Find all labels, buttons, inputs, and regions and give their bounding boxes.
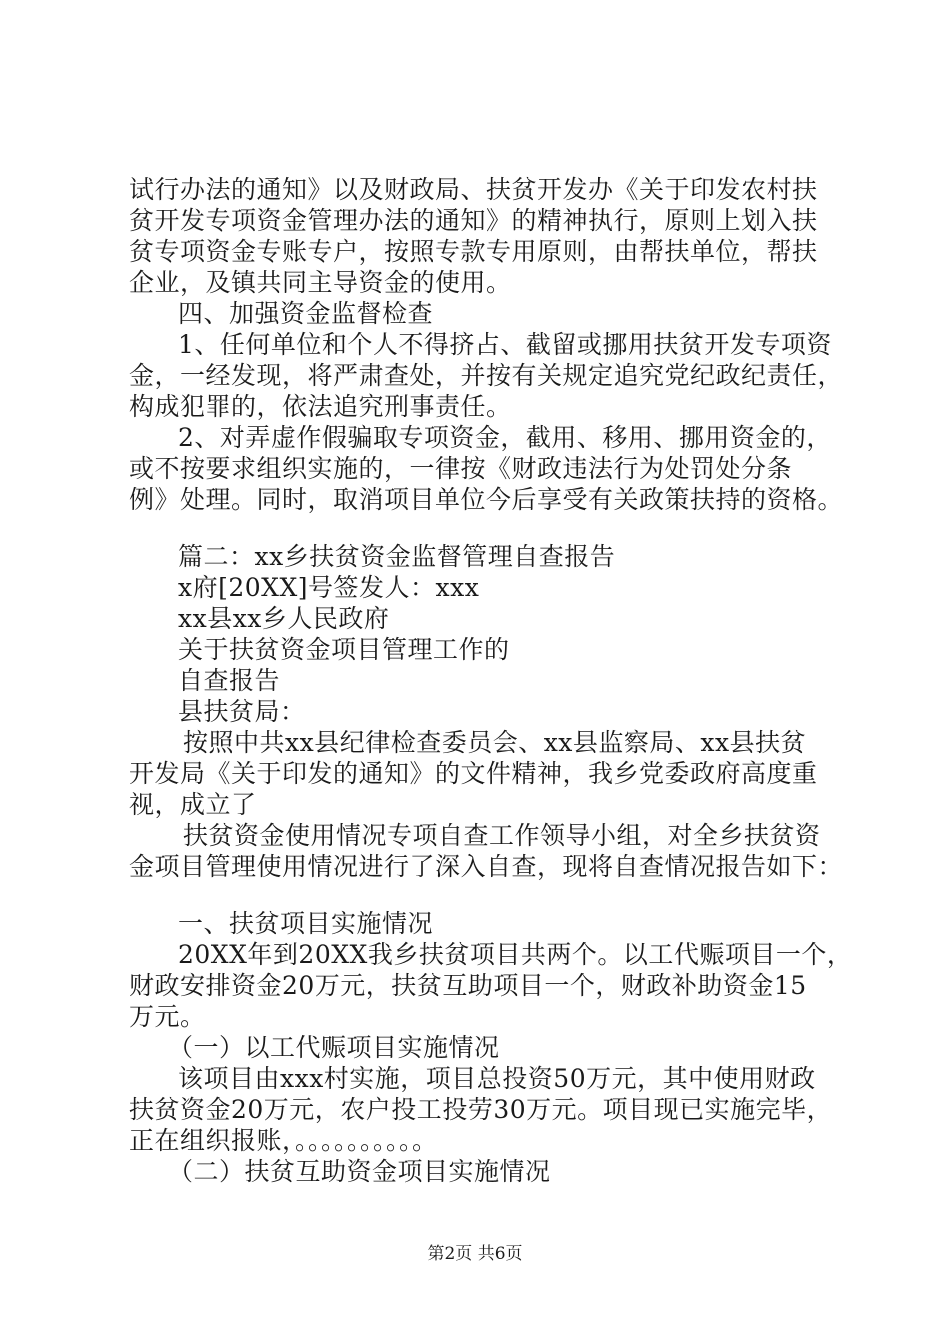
article-title: 篇二：xx乡扶贫资金监督管理自查报告 [178, 542, 616, 571]
text-line: 1、任何单位和个人不得挤占、截留或挪用扶贫开发专项资 [178, 330, 832, 359]
text-line: 构成犯罪的，依法追究刑事责任。 [129, 392, 512, 421]
issuer-line: xx县xx乡人民政府 [178, 604, 390, 633]
text-line: 扶贫资金使用情况专项自查工作领导小组，对全乡扶贫资 [183, 821, 821, 850]
subsection-heading: （一）以工代赈项目实施情况 [168, 1033, 500, 1062]
text-line: 20XX年到20XX我乡扶贫项目共两个。以工代赈项目一个， [178, 940, 853, 969]
text-line: 扶贫资金20万元，农户投工投劳30万元。项目现已实施完毕， [129, 1095, 833, 1124]
text-line: 万元。 [129, 1002, 206, 1031]
text-line: 企业，及镇共同主导资金的使用。 [129, 268, 512, 297]
text-line: 正在组织报账，。。。。。。。。。。 [129, 1126, 438, 1155]
report-title-line: 自查报告 [178, 666, 281, 695]
text-line: 金，一经发现，将严肃查处，并按有关规定追究党纪政纪责任， [129, 361, 844, 390]
text-line: 贫专项资金专账专户，按照专款专用原则，由帮扶单位，帮扶 [129, 237, 818, 266]
text-line: 该项目由xxx村实施，项目总投资50万元，其中使用财政 [178, 1064, 816, 1093]
text-line: 视，成立了 [129, 790, 257, 819]
text-line: 例》处理。同时，取消项目单位今后享受有关政策扶持的资格。 [129, 485, 844, 514]
text-line: 金项目管理使用情况进行了深入自查，现将自查情况报告如下： [129, 852, 844, 881]
text-line: 按照中共xx县纪律检查委员会、xx县监察局、xx县扶贫 [183, 728, 807, 757]
report-title-line: 关于扶贫资金项目管理工作的 [178, 635, 510, 664]
section-heading: 四、加强资金监督检查 [178, 299, 434, 328]
text-line: 贫开发专项资金管理办法的通知》的精神执行，原则上划入扶 [129, 206, 818, 235]
document-number: x府[20XX]号签发人：xxx [178, 573, 480, 602]
recipient-line: 县扶贫局： [178, 697, 306, 726]
text-line: 财政安排资金20万元，扶贫互助项目一个，财政补助资金15 [129, 971, 807, 1000]
text-line: 或不按要求组织实施的，一律按《财政违法行为处罚处分条 [129, 454, 793, 483]
text-line: 试行办法的通知》以及财政局、扶贫开发办《关于印发农村扶 [129, 175, 818, 204]
page-footer: 第2页 共6页 [427, 1244, 523, 1264]
subsection-heading: （二）扶贫互助资金项目实施情况 [168, 1157, 551, 1186]
section-heading: 一、扶贫项目实施情况 [178, 909, 434, 938]
text-line: 开发局《关于印发的通知》的文件精神，我乡党委政府高度重 [129, 759, 818, 788]
text-line: 2、对弄虚作假骗取专项资金，截用、移用、挪用资金的， [178, 423, 832, 452]
